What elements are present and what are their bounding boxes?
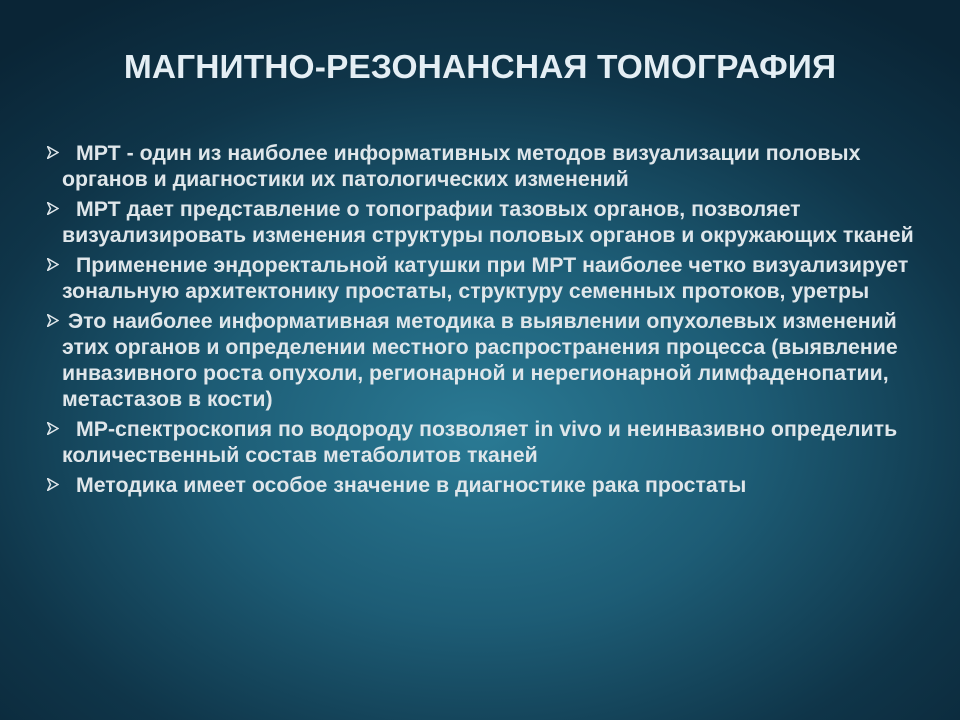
checkmark-arrow-icon <box>46 252 60 278</box>
checkmark-arrow-icon <box>46 196 60 222</box>
bullet-text: МР-спектроскопия по водороду позволяет in vivo и неинвазивно определить количественный состав метаболитов тканей <box>62 417 898 467</box>
checkmark-arrow-icon <box>46 308 60 334</box>
bullet-text: Применение эндоректальной катушки при МРТ наиболее четко визуализирует зональную архитектонику простаты, структуру семенных протоков, уретры <box>62 253 909 303</box>
bullet-text: Методика имеет особое значение в диагностике рака простаты <box>76 473 747 497</box>
bullet-text: МРТ - один из наиболее информативных методов визуализации половых органов и диагностики их патологических изменений <box>62 141 861 191</box>
checkmark-arrow-icon <box>46 416 60 442</box>
bullet-text: МРТ дает представление о топографии тазовых органов, позволяет визуализировать изменения структуры половых органов и окружающих тканей <box>62 197 914 247</box>
bullet-text: Это наиболее информативная методика в выявлении опухолевых изменений этих органов и определении местного распространения процесса (выявление инвазивного роста опухоли, регионарной и нерегионарной лимфаденопатии, метастазов в кости) <box>62 309 898 411</box>
bullet-item <box>46 140 926 192</box>
checkmark-arrow-icon <box>46 140 60 166</box>
bullet-item <box>46 472 926 498</box>
bullet-item <box>46 308 926 412</box>
slide-title: МАГНИТНО-РЕЗОНАНСНАЯ ТОМОГРАФИЯ <box>123 49 837 86</box>
bullet-item <box>46 416 926 468</box>
bullet-item <box>46 196 926 248</box>
bullet-item <box>46 252 926 304</box>
checkmark-arrow-icon <box>46 472 60 498</box>
bullet-list <box>46 140 926 498</box>
